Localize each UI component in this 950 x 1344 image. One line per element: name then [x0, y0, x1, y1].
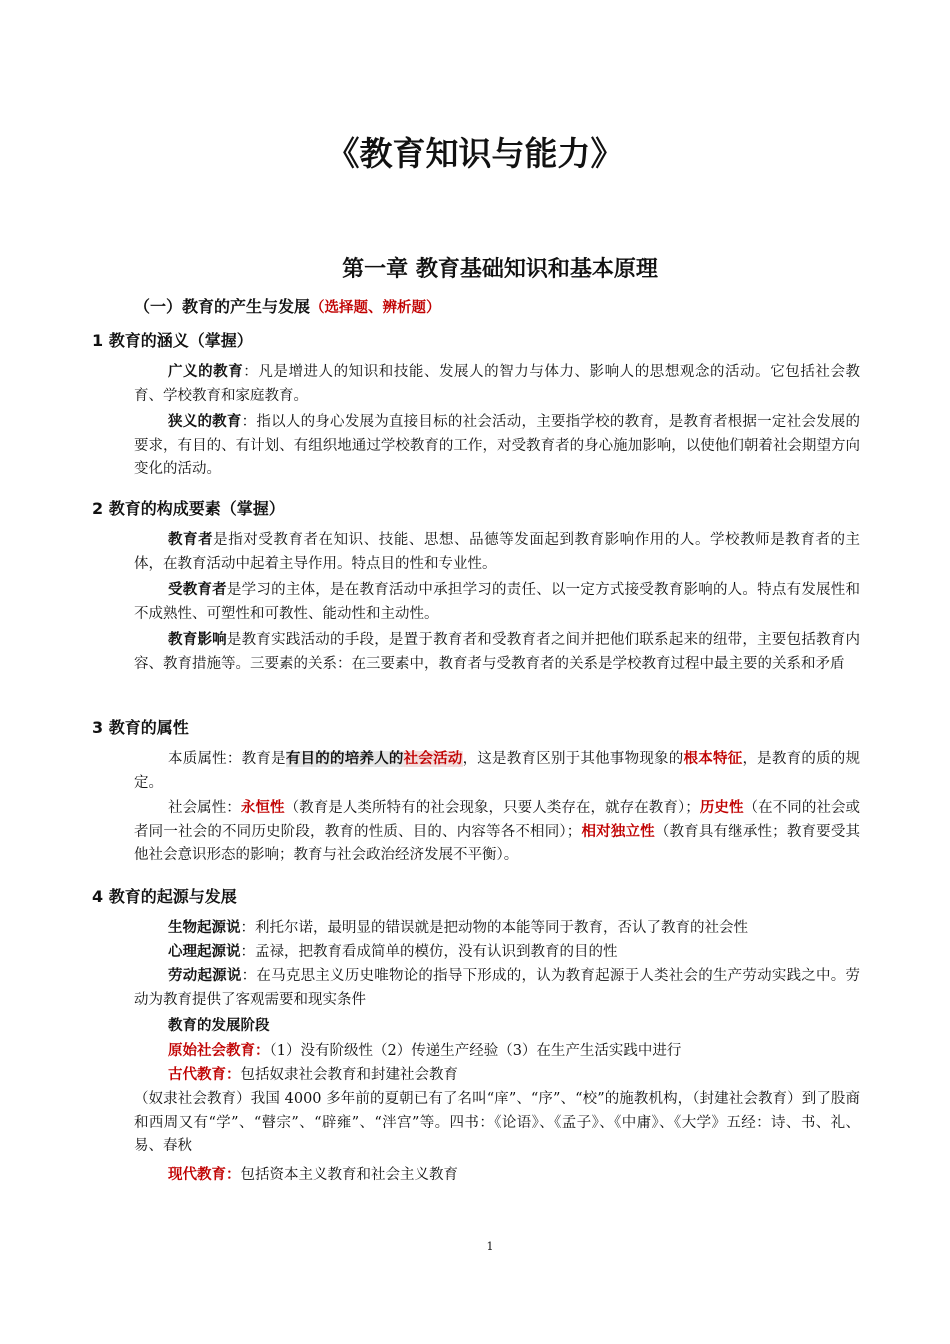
learner-paragraph: 受教育者是学习的主体，是在教育活动中承担学习的责任、以一定方式接受教育影响的人。特点有发展性和不成熟性、可塑性和可教性、能动性和主动性。 — [134, 582, 861, 622]
section-2-heading: 2 教育的构成要素（掌握） — [92, 499, 285, 518]
term: 古代教育： — [168, 1067, 241, 1083]
psychological-origin-line: 心理起源说：孟禄，把教育看成简单的模仿，没有认识到教育的目的性 — [168, 944, 618, 960]
highlight-historicity: 历史性 — [699, 800, 744, 816]
ancient-education-detail: （奴隶社会教育）我国 4000 多年前的夏朝已有了名叫“庠”、“序”、“校”的施教机构，（封建社会教育）到了股商和西周又有“学”、“瞽宗”、“辟雍”、“泮宫”等。四书：《论语》、《孟子》、《中庸》、《大学》五经：诗、书、礼、易、春秋 — [134, 1091, 860, 1154]
term: 受教育者 — [168, 582, 227, 598]
section-4-heading: 4 教育的起源与发展 — [92, 887, 237, 906]
primitive-education-line: 原始社会教育：（1）没有阶级性（2）传递生产经验（3）在生产生活实践中进行 — [168, 1043, 682, 1059]
term: 原始社会教育： — [168, 1043, 270, 1059]
highlight-social-activity: 社会活动 — [403, 751, 463, 767]
term: 现代教育： — [168, 1167, 241, 1183]
narrow-education-paragraph: 狭义的教育：指以人的身心发展为直接目标的社会活动，主要指学校的教育，是教育者根据一定社会发展的要求，有目的、有计划、有组织地通过学校教育的工作，对受教育者的身心施加影响，以使他们朝着社会期望方向变化的活动。 — [134, 414, 861, 477]
highlight-purpose: 有目的的培养人的 — [285, 751, 404, 767]
subsection-heading: （一）教育的产生与发展（选择题、辨析题） — [134, 297, 441, 316]
term: 狭义的教育 — [168, 414, 242, 430]
social-attribute-paragraph: 社会属性：永恒性（教育是人类所特有的社会现象，只要人类存在，就存在教育）；历史性（在不同的社会或者同一社会的不同历史阶段，教育的性质、目的、内容等各不相同）；相对独立性（教育具有继承性；教育要受其他社会意识形态的影响；教育与社会政治经济发展不平衡）。 — [134, 800, 861, 863]
development-stages-heading: 教育的发展阶段 — [168, 1018, 270, 1034]
highlight-eternity: 永恒性 — [240, 800, 285, 816]
term: 生物起源说 — [168, 920, 241, 936]
term: 心理起源说 — [168, 944, 241, 960]
ancient-education-line: 古代教育：包括奴隶社会教育和封建社会教育 — [168, 1067, 458, 1083]
term: 广义的教育 — [168, 364, 244, 380]
highlight-fundamental-feature: 根本特征 — [683, 751, 743, 767]
section-3-heading: 3 教育的属性 — [92, 718, 189, 737]
section-1-heading: 1 教育的涵义（掌握） — [92, 331, 253, 350]
educator-paragraph: 教育者是指对受教育者在知识、技能、思想、品德等发面起到教育影响作用的人。学校教师是教育者的主体，在教育活动中起着主导作用。特点目的性和专业性。 — [134, 532, 861, 572]
chapter-heading: 第一章 教育基础知识和基本原理 — [342, 257, 658, 282]
broad-education-paragraph: 广义的教育：凡是增进人的知识和技能、发展人的智力与体力、影响人的思想观念的活动。它包括社会教育、学校教育和家庭教育。 — [134, 364, 860, 404]
term: 教育者 — [168, 532, 214, 548]
essential-attribute-paragraph: 本质属性：教育是有目的的培养人的社会活动，这是教育区别于其他事物现象的根本特征，是教育的质的规定。 — [134, 751, 861, 791]
biological-origin-line: 生物起源说：利托尔诺，最明显的错误就是把动物的本能等同于教育，否认了教育的社会性 — [168, 920, 748, 936]
document-title: 《教育知识与能力》 — [326, 134, 624, 173]
page-number: 1 — [486, 1240, 494, 1253]
influence-paragraph: 教育影响是教育实践活动的手段，是置于教育者和受教育者之间并把他们联系起来的纽带，主要包括教育内容、教育措施等。三要素的关系：在三要素中，教育者与受教育者的关系是学校教育过程中最主要的关系和矛盾 — [134, 632, 861, 672]
question-type-note: （选择题、辨析题） — [310, 300, 441, 316]
modern-education-line: 现代教育：包括资本主义教育和社会主义教育 — [168, 1167, 458, 1183]
highlight-relative-independence: 相对独立性 — [581, 823, 655, 840]
labor-origin-paragraph: 劳动起源说：在马克思主义历史唯物论的指导下形成的，认为教育起源于人类社会的生产劳动实践之中。劳动为教育提供了客观需要和现实条件 — [134, 968, 861, 1008]
term: 劳动起源说 — [168, 968, 242, 984]
term: 教育影响 — [168, 632, 227, 648]
